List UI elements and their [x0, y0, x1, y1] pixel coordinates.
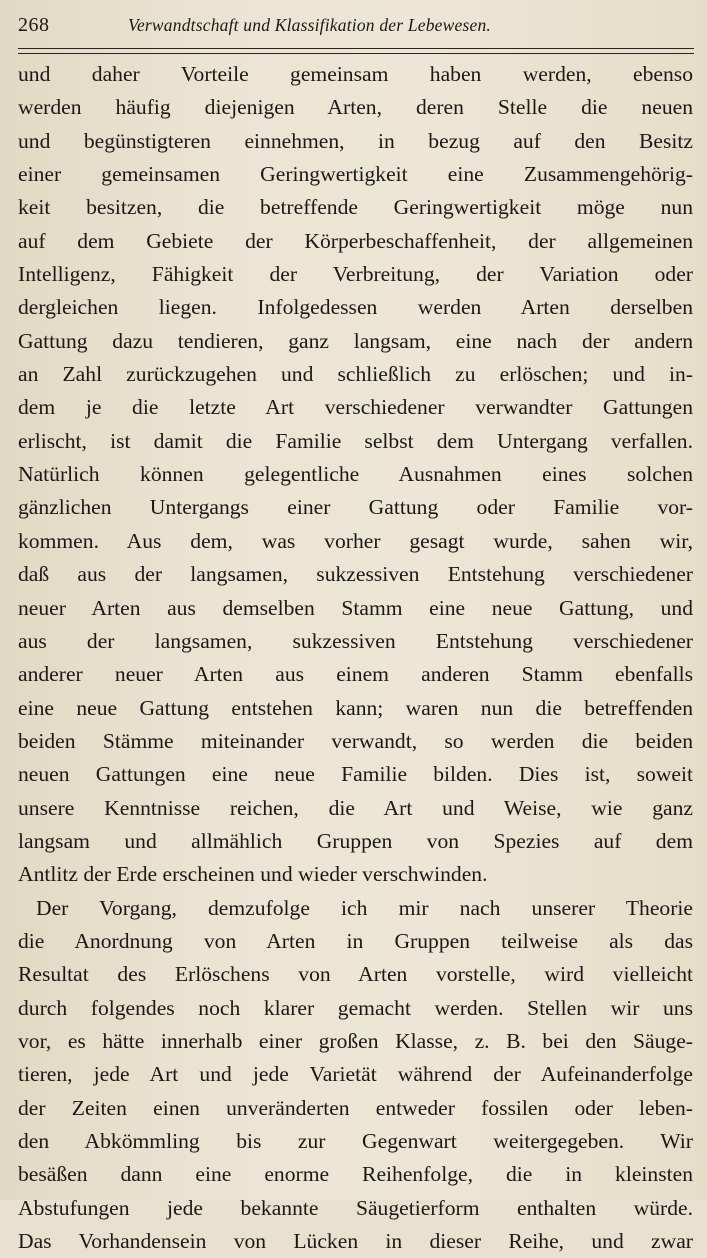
text-line: tieren, jede Art und jede Varietät während der Aufeinanderfolge [18, 1062, 693, 1087]
text-line: werden häufig diejenigen Arten, deren Stelle die neuen [18, 95, 693, 120]
text-line: neuer Arten aus demselben Stamm eine neue Gattung, und [18, 595, 693, 620]
text-line: anderer neuer Arten aus einem anderen Stamm ebenfalls [18, 662, 693, 687]
text-line: Natürlich können gelegentliche Ausnahmen eines solchen [18, 462, 693, 487]
text-line: Gattung dazu tendieren, ganz langsam, eine nach der andern [18, 328, 693, 353]
text-line: daß aus der langsamen, sukzessiven Entstehung verschiedener [18, 562, 693, 587]
text-line: unsere Kenntnisse reichen, die Art und Weise, wie ganz [18, 795, 693, 820]
text-line: Abstufungen jede bekannte Säugetierform enthalten würde. [18, 1195, 693, 1220]
running-title: Verwandtschaft und Klassifikation der Lebewesen. [128, 15, 491, 35]
text-line: dem je die letzte Art verschiedener verwandter Gattungen [18, 395, 693, 420]
header-rule-thin [18, 53, 694, 54]
text-line: keit besitzen, die betreffende Geringwertigkeit möge nun [18, 195, 693, 220]
text-line: Intelligenz, Fähigkeit der Verbreitung, der Variation oder [18, 262, 693, 287]
text-line: langsam und allmählich Gruppen von Spezies auf dem [18, 828, 693, 853]
text-line: die Anordnung von Arten in Gruppen teilweise als das [18, 928, 693, 953]
text-line: neuen Gattungen eine neue Familie bilden. Dies ist, soweit [18, 762, 693, 787]
page-number: 268 [18, 14, 50, 36]
text-line: eine neue Gattung entstehen kann; waren nun die betreffenden [18, 695, 693, 720]
text-line: vor, es hätte innerhalb einer großen Klasse, z. B. bei den Säuge- [18, 1028, 693, 1053]
text-line: besäßen dann eine enorme Reihenfolge, die in kleinsten [18, 1162, 693, 1187]
paragraph-start-line: Der Vorgang, demzufolge ich mir nach unserer Theorie [36, 895, 693, 920]
text-line: einer gemeinsamen Geringwertigkeit eine Zusammengehörig- [18, 162, 693, 187]
text-line: der Zeiten einen unveränderten entweder fossilen oder leben- [18, 1095, 693, 1120]
text-line: Resultat des Erlöschens von Arten vorstelle, wird vielleicht [18, 962, 693, 987]
paragraph-end-line: Antlitz der Erde erscheinen und wieder verschwinden. [18, 862, 488, 887]
text-line: kommen. Aus dem, was vorher gesagt wurde, sahen wir, [18, 528, 693, 553]
text-line: und daher Vorteile gemeinsam haben werden, ebenso [18, 62, 693, 86]
text-line: erlischt, ist damit die Familie selbst dem Untergang verfallen. [18, 428, 693, 453]
text-line: aus der langsamen, sukzessiven Entstehung verschiedener [18, 628, 693, 653]
text-line: an Zahl zurückzugehen und schließlich zu erlöschen; und in- [18, 362, 693, 387]
text-line: durch folgendes noch klarer gemacht werden. Stellen wir uns [18, 995, 693, 1020]
text-line: den Abkömmling bis zur Gegenwart weitergegeben. Wir [18, 1129, 693, 1153]
text-line: dergleichen liegen. Infolgedessen werden Arten derselben [18, 295, 693, 320]
body-text [18, 58, 693, 1258]
text-line: und begünstigteren einnehmen, in bezug auf den Besitz [18, 128, 693, 153]
text-line: beiden Stämme miteinander verwandt, so werden die beiden [18, 728, 693, 753]
header-rule-thick [18, 48, 694, 49]
text-line: gänzlichen Untergangs einer Gattung oder Familie vor- [18, 495, 693, 520]
text-line: Das Vorhandensein von Lücken in dieser Reihe, und zwar [18, 1229, 693, 1254]
text-line: auf dem Gebiete der Körperbeschaffenheit, der allgemeinen [18, 228, 693, 253]
page-header [18, 12, 693, 42]
